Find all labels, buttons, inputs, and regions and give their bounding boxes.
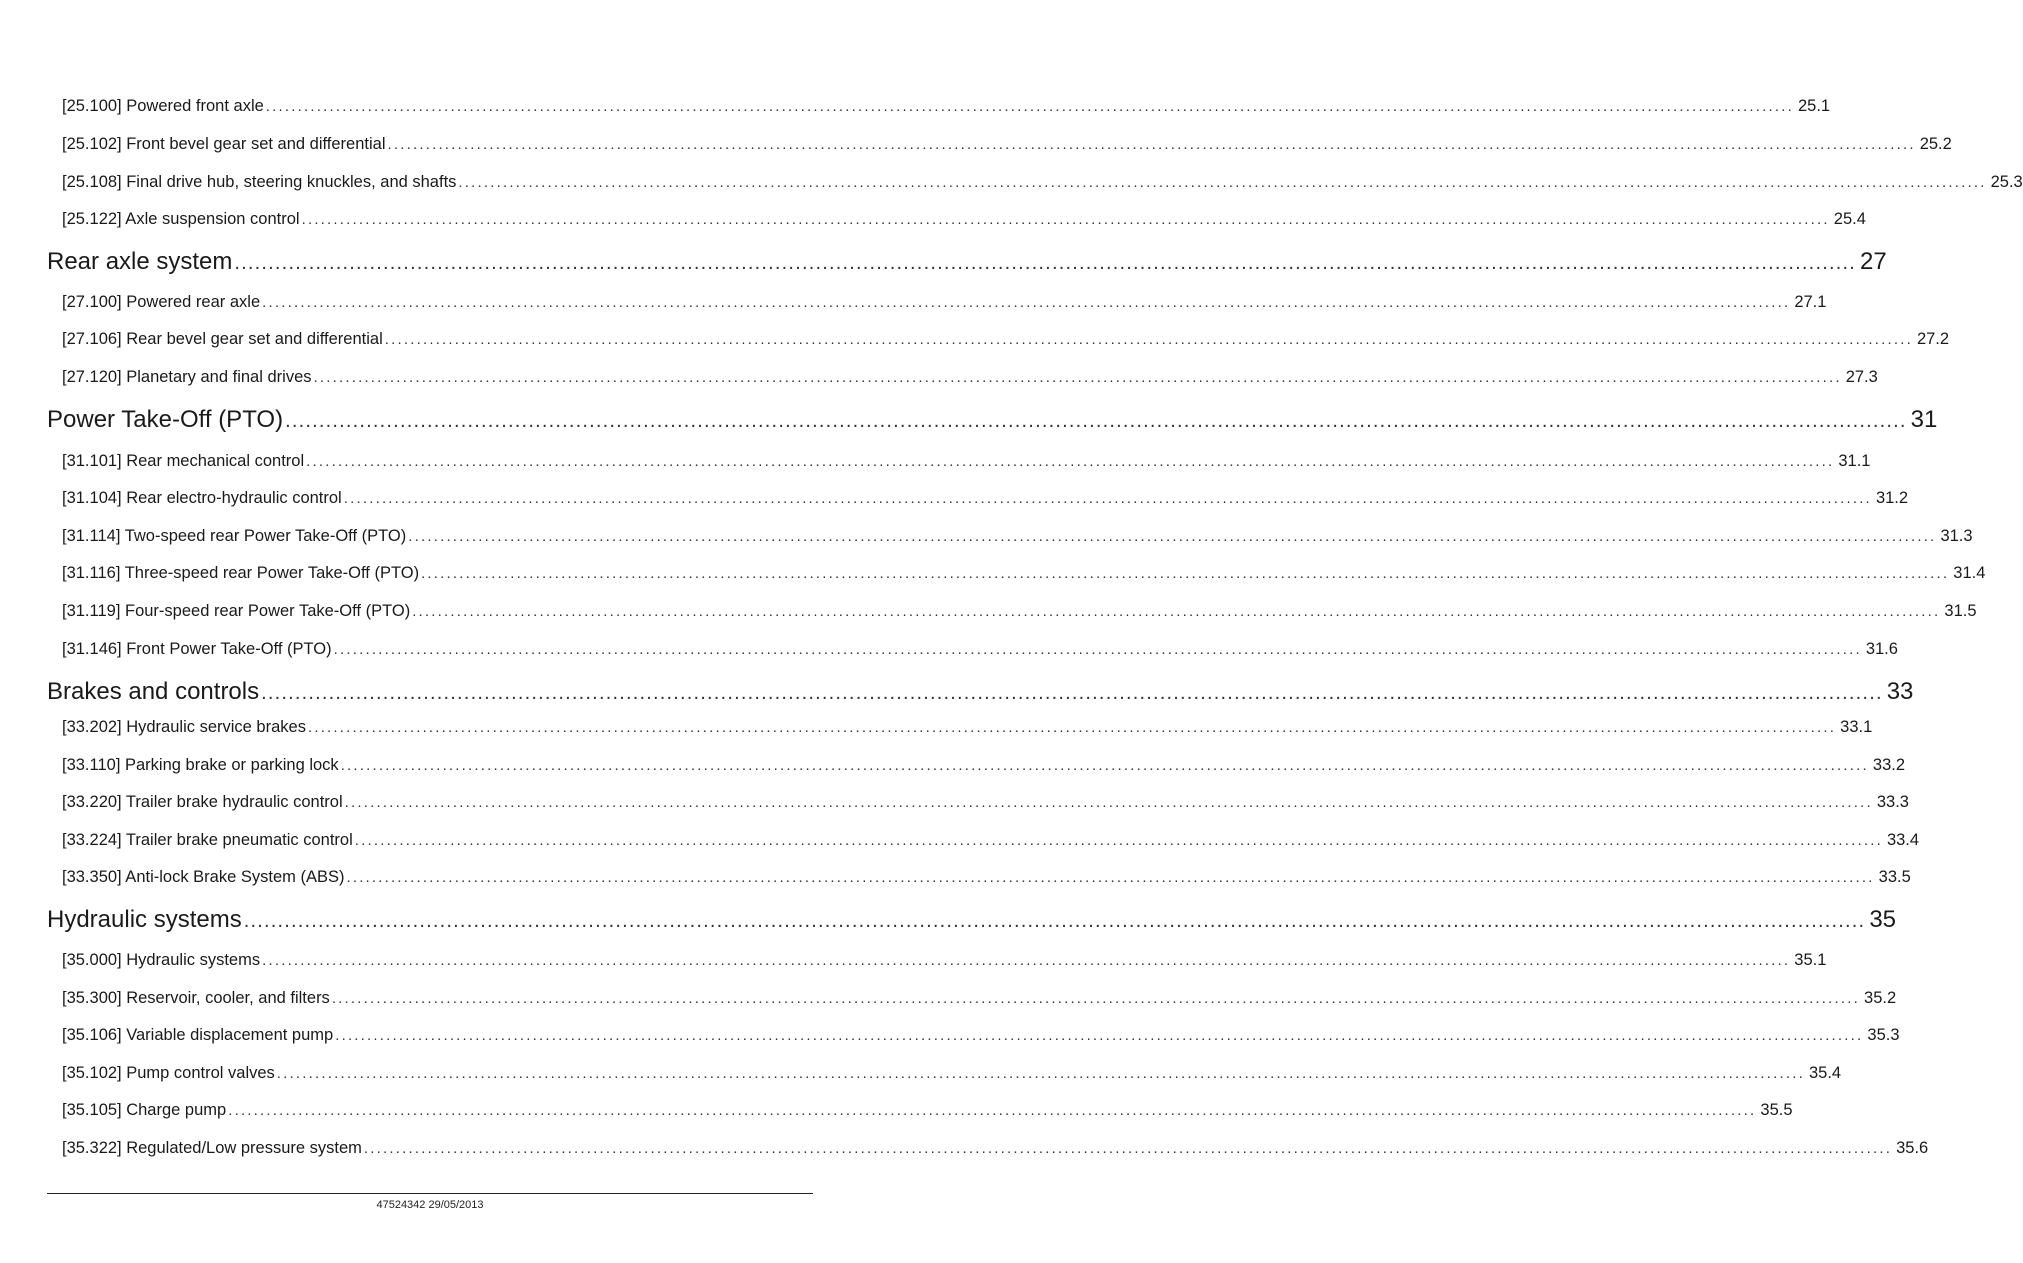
toc-subsection-entry[interactable] <box>62 1026 1900 1045</box>
toc-page-number: 25.3 <box>1990 173 2023 191</box>
toc-page-number: 31.3 <box>1940 527 1973 545</box>
toc-entry-title: [31.146] Front Power Take-Off (PTO) <box>62 640 332 658</box>
dot-leader: ................................................................................................................................................................................................................................................ <box>301 211 1830 228</box>
toc-subsection-entry[interactable] <box>62 1101 1793 1120</box>
toc-page-number: 35.5 <box>1760 1101 1793 1119</box>
toc-page-number: 33.1 <box>1840 718 1873 736</box>
dot-leader: ................................................................................................................................................................................................................................................ <box>344 794 1873 811</box>
dot-leader: ................................................................................................................................................................................................................................................ <box>346 869 1875 886</box>
toc-subsection-entry[interactable] <box>62 640 1898 659</box>
toc-page-number: 31.1 <box>1838 452 1871 470</box>
toc-entry-title: [27.106] Rear bevel gear set and differential <box>62 330 383 348</box>
toc-page-number: 33.2 <box>1872 756 1906 774</box>
dot-leader: ................................................................................................................................................................................................................................................ <box>421 565 1950 582</box>
toc-entry-title: [31.114] Two-speed rear Power Take-Off (PTO) <box>62 527 407 545</box>
toc-page-number: 35.6 <box>1896 1139 1929 1157</box>
toc-subsection-entry[interactable] <box>62 527 1973 546</box>
toc-entry-title: [33.224] Trailer brake pneumatic control <box>62 831 353 849</box>
toc-entry-title: [31.101] Rear mechanical control <box>62 452 305 470</box>
toc-page-number: 35 <box>1869 906 1897 933</box>
toc-page-number: 33.5 <box>1878 868 1911 886</box>
toc-subsection-entry[interactable] <box>62 293 1827 312</box>
toc-section-entry[interactable] <box>47 248 1887 276</box>
dot-leader: ................................................................................................................................................................................................................................................ <box>243 910 1866 932</box>
toc-subsection-entry[interactable] <box>62 489 1909 508</box>
dot-leader: ................................................................................................................................................................................................................................................ <box>234 252 1856 274</box>
toc-page-number: 31 <box>1910 406 1938 433</box>
dot-leader: ................................................................................................................................................................................................................................................ <box>276 1065 1805 1082</box>
dot-leader: ................................................................................................................................................................................................................................................ <box>262 952 1791 969</box>
dot-leader: ................................................................................................................................................................................................................................................ <box>285 410 1907 432</box>
toc-page-number: 25.1 <box>1798 97 1831 115</box>
toc-page-number: 31.4 <box>1953 564 1986 582</box>
dot-leader: ................................................................................................................................................................................................................................................ <box>354 832 1883 849</box>
dot-leader: ................................................................................................................................................................................................................................................ <box>387 136 1916 153</box>
toc-entry-title: [35.000] Hydraulic systems <box>62 951 261 969</box>
dot-leader: ................................................................................................................................................................................................................................................ <box>343 490 1872 507</box>
toc-subsection-entry[interactable] <box>62 793 1909 812</box>
toc-entry-title: [33.110] Parking brake or parking lock <box>62 756 339 774</box>
toc-subsection-entry[interactable] <box>62 989 1897 1008</box>
toc-entry-title: [27.100] Powered rear axle <box>62 293 261 311</box>
dot-leader: ................................................................................................................................................................................................................................................ <box>412 603 1941 620</box>
toc-subsection-entry[interactable] <box>62 173 2023 192</box>
dot-leader: ................................................................................................................................................................................................................................................ <box>458 174 1987 191</box>
footer-divider <box>47 1193 813 1194</box>
toc-entry-title: [25.100] Powered front axle <box>62 97 264 115</box>
toc-subsection-entry[interactable] <box>62 452 1871 471</box>
toc-page-number: 31.5 <box>1944 602 1977 620</box>
dot-leader: ................................................................................................................................................................................................................................................ <box>262 294 1791 311</box>
toc-entry-title: [35.105] Charge pump <box>62 1101 227 1119</box>
toc-page-number: 33.3 <box>1876 793 1909 811</box>
toc-entry-title: [33.220] Trailer brake hydraulic control <box>62 793 343 811</box>
toc-subsection-entry[interactable] <box>62 756 1906 775</box>
dot-leader: ................................................................................................................................................................................................................................................ <box>340 757 1869 774</box>
toc-subsection-entry[interactable] <box>62 718 1873 737</box>
toc-section-entry[interactable] <box>47 678 1914 706</box>
toc-entry-title: [27.120] Planetary and final drives <box>62 368 312 386</box>
toc-page-number: 27 <box>1859 248 1887 275</box>
toc-page-number: 27.1 <box>1794 293 1827 311</box>
dot-leader: ................................................................................................................................................................................................................................................ <box>333 641 1862 658</box>
toc-entry-title: [25.122] Axle suspension control <box>62 210 300 228</box>
toc-section-entry[interactable] <box>47 906 1897 934</box>
toc-subsection-entry[interactable] <box>62 564 1986 583</box>
toc-subsection-entry[interactable] <box>62 135 1952 154</box>
toc-subsection-entry[interactable] <box>62 210 1866 229</box>
toc-page-number: 31.6 <box>1865 640 1898 658</box>
dot-leader: ................................................................................................................................................................................................................................................ <box>335 1027 1864 1044</box>
dot-leader: ................................................................................................................................................................................................................................................ <box>228 1102 1757 1119</box>
toc-subsection-entry[interactable] <box>62 97 1831 116</box>
toc-subsection-entry[interactable] <box>62 1139 1929 1158</box>
toc-entry-title: [35.102] Pump control valves <box>62 1064 275 1082</box>
toc-page-number: 33.4 <box>1886 831 1920 849</box>
toc-page-number: 35.3 <box>1867 1026 1900 1044</box>
dot-leader: ................................................................................................................................................................................................................................................ <box>265 98 1794 115</box>
toc-section-entry[interactable] <box>47 406 1938 434</box>
toc-page-number: 31.2 <box>1875 489 1909 507</box>
dot-leader: ................................................................................................................................................................................................................................................ <box>363 1140 1893 1157</box>
toc-page-number: 25.4 <box>1833 210 1866 228</box>
toc-page-number: 35.4 <box>1809 1064 1842 1082</box>
toc-subsection-entry[interactable] <box>62 602 1977 621</box>
toc-subsection-entry[interactable] <box>62 368 1878 387</box>
toc-subsection-entry[interactable] <box>62 1064 1842 1083</box>
toc-entry-title: [31.104] Rear electro-hydraulic control <box>62 489 342 507</box>
toc-entry-title: [35.300] Reservoir, cooler, and filters <box>62 989 330 1007</box>
toc-entry-title: [33.350] Anti-lock Brake System (ABS) <box>62 868 345 886</box>
toc-entry-title: [35.106] Variable displacement pump <box>62 1026 334 1044</box>
toc-entry-title: [35.322] Regulated/Low pressure system <box>62 1139 362 1157</box>
dot-leader: ................................................................................................................................................................................................................................................ <box>261 682 1883 704</box>
toc-entry-title: [31.116] Three-speed rear Power Take-Off (PTO) <box>62 564 420 582</box>
dot-leader: ................................................................................................................................................................................................................................................ <box>384 331 1913 348</box>
toc-entry-title: [31.119] Four-speed rear Power Take-Off (PTO) <box>62 602 411 620</box>
toc-entry-title: [25.108] Final drive hub, steering knuckles, and shafts <box>62 173 457 191</box>
toc-entry-title: Brakes and controls <box>47 678 260 705</box>
toc-page-number: 35.1 <box>1794 951 1827 969</box>
toc-subsection-entry[interactable] <box>62 868 1911 887</box>
dot-leader: ................................................................................................................................................................................................................................................ <box>331 990 1861 1007</box>
toc-subsection-entry[interactable] <box>62 330 1950 349</box>
toc-subsection-entry[interactable] <box>62 951 1827 970</box>
toc-entry-title: [33.202] Hydraulic service brakes <box>62 718 306 736</box>
toc-entry-title: Rear axle system <box>47 248 233 275</box>
dot-leader: ................................................................................................................................................................................................................................................ <box>313 369 1842 386</box>
dot-leader: ................................................................................................................................................................................................................................................ <box>307 719 1837 736</box>
toc-page-number: 27.3 <box>1845 368 1878 386</box>
toc-subsection-entry[interactable] <box>62 831 1920 850</box>
toc-page-number: 35.2 <box>1864 989 1897 1007</box>
toc-entry-title: [25.102] Front bevel gear set and differential <box>62 135 386 153</box>
toc-page-number: 25.2 <box>1919 135 1952 153</box>
document-footer: 47524342 29/05/2013 <box>376 1199 484 1211</box>
toc-entry-title: Power Take-Off (PTO) <box>47 406 284 433</box>
dot-leader: ................................................................................................................................................................................................................................................ <box>306 453 1835 470</box>
toc-entry-title: Hydraulic systems <box>47 906 242 933</box>
dot-leader: ................................................................................................................................................................................................................................................ <box>408 528 1937 545</box>
toc-page-number: 27.2 <box>1916 330 1950 348</box>
toc-page-number: 33 <box>1886 678 1914 705</box>
